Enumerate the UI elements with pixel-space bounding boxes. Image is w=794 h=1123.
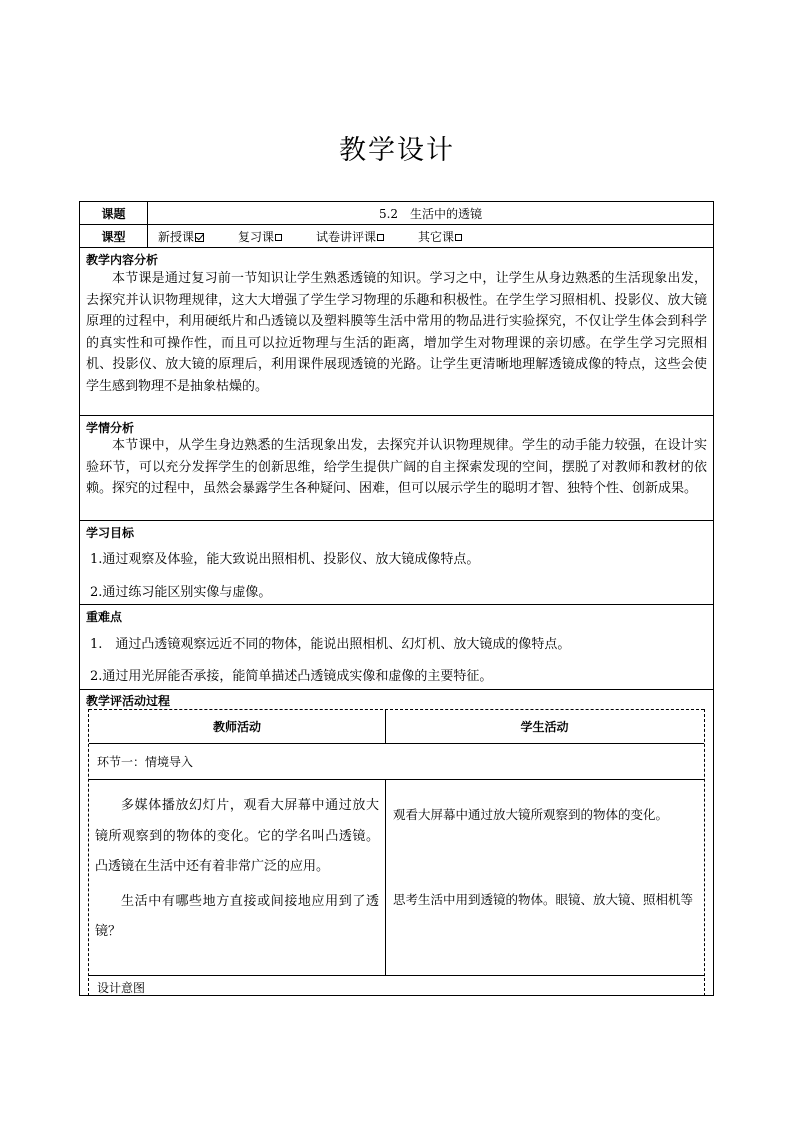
topic-value: 5.2 生活中的透镜	[378, 206, 483, 221]
teacher-activity	[95, 791, 379, 948]
key-points-section	[80, 605, 713, 690]
unchecked-box-icon	[455, 234, 462, 241]
stage-label: 环节一：情境导入	[97, 755, 194, 769]
content-analysis-section	[80, 248, 713, 416]
key-point-item: 2.通过用光屏能否承接，能简单描述凸透镜成实像和虚像的主要特征。	[90, 669, 493, 684]
content-analysis-heading: 教学内容分析	[86, 253, 159, 267]
unchecked-box-icon	[377, 234, 384, 241]
content-analysis-text: 本节课是通过复习前一节知识让学生熟悉透镜的知识。学习之中，让学生从身边熟悉的生活现象出发，去探究并认识物理规律，这大大增强了学生学习物理的乐趣和积极性。在学生学习照相机、投影仪、放大镜原理的过程中，利用硬纸片和凸透镜以及塑料膜等生活中常用的物品进行实验探究，不仅让学生体会到科学的真实性和可操作性，而且可以拉近物理与生活的距离，增加学生对物理课的亲切感。在学生学习完照相机、投影仪、放大镜的原理后，利用课件展现透镜的光路。让学生更清晰地理解透镜成像的特点，这些会使学生感到物理不是抽象枯燥的。	[86, 271, 707, 394]
teacher-activity-text: 多媒体播放幻灯片，观看大屏幕中通过放大镜所观察到的物体的变化。它的学名叫凸透镜。凸透镜在生活中还有着非常广泛的应用。	[95, 798, 379, 874]
topic-row	[80, 202, 713, 225]
objective-item: 1.通过观察及体验，能大致说出照相机、投影仪、放大镜成像特点。	[90, 552, 480, 567]
student-column-header: 学生活动	[520, 719, 569, 734]
objective-item: 2.通过练习能区别实像与虚像。	[90, 585, 272, 600]
process-heading: 教学评活动过程	[86, 694, 171, 708]
teacher-activity-text: 生活中有哪些地方直接或间接地应用到了透镜？	[95, 893, 379, 939]
design-intent-label: 设计意图	[97, 981, 146, 995]
key-point-item: 1. 通过凸透镜观察远近不同的物体，能说出照相机、幻灯机、放大镜成的像特点。	[90, 637, 571, 652]
student-analysis-heading: 学情分析	[86, 421, 135, 435]
option-test-review[interactable]: 试卷讲评课	[316, 228, 384, 245]
objectives-heading: 学习目标	[86, 526, 135, 540]
lesson-type-label: 课型	[80, 225, 148, 247]
lesson-plan-table	[79, 201, 714, 996]
student-activity-text: 思考生活中用到透镜的物体。眼镜、放大镜、照相机等	[393, 892, 694, 907]
option-other[interactable]: 其它课	[418, 228, 462, 245]
student-activity-text: 观看大屏幕中通过放大镜所观察到的物体的变化。	[393, 807, 669, 822]
topic-label: 课题	[80, 202, 148, 224]
checked-box-icon	[195, 233, 204, 242]
unchecked-box-icon	[275, 234, 282, 241]
objectives-section	[80, 521, 713, 605]
option-review[interactable]: 复习课	[238, 228, 282, 245]
key-points-heading: 重难点	[86, 610, 123, 624]
activity-table	[88, 709, 705, 996]
option-new-lesson[interactable]: 新授课	[158, 228, 204, 245]
lesson-type-options	[148, 225, 713, 247]
page-title: 教学设计	[339, 135, 455, 166]
teacher-column-header: 教师活动	[212, 719, 261, 734]
student-analysis-text: 本节课中，从学生身边熟悉的生活现象出发，去探究并认识物理规律。学生的动手能力较强，在设计实验环节，可以充分发挥学生的创新思维，给学生提供广阔的自主探索发现的空间，摆脱了对教师和教材的依赖。探究的过程中，虽然会暴露学生各种疑问、困难，但可以展示学生的聪明才智、独特个性、创新成果。	[86, 438, 707, 496]
lesson-type-row	[80, 225, 713, 248]
student-analysis-section	[80, 416, 713, 521]
